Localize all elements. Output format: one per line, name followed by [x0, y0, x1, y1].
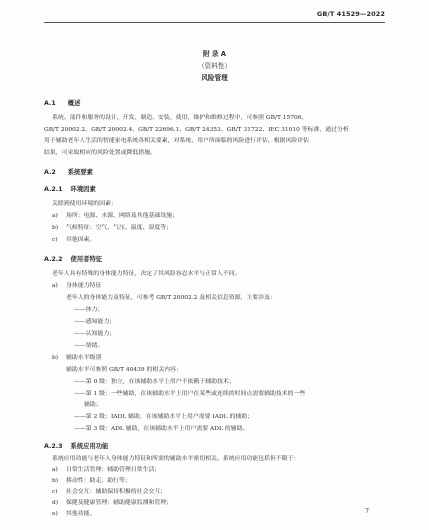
list-item: [52, 488, 166, 496]
section-number: A.2.3: [44, 443, 63, 450]
paragraph-line: 老年人具有特殊的身体能力特征，决定了其风险容忍水平与正常人不同。: [52, 271, 241, 277]
paragraph-line: 辅助水平可参照 GB/T 40439 的相关内容：: [66, 367, 182, 373]
list-item: [52, 282, 101, 290]
dash-item: ——感知能力；: [74, 319, 116, 325]
list-text: 气候特征：空气、气压、温度、湿度等；: [66, 225, 173, 231]
list-label: e): [52, 511, 58, 517]
dash-item: ——体力；: [74, 307, 104, 313]
list-item: [52, 224, 172, 232]
paragraph-line: 系统、部件和服务的设计、开发、制造、安装、使用、维护和维修过程中，可参照 GB/T 15706、: [52, 115, 308, 121]
list-label: a): [52, 283, 58, 289]
dash-item: ——认知能力；: [74, 331, 116, 337]
list-item: [52, 466, 160, 474]
section-number: A.2.2: [44, 256, 63, 263]
list-text: 身体能力特征: [66, 283, 102, 289]
dash-item-continuation: 辅助；: [84, 402, 102, 408]
list-item: [52, 236, 95, 244]
list-text: 辅助水平级别: [66, 355, 102, 361]
section-a21-heading: [44, 184, 96, 193]
list-label: a): [52, 467, 58, 473]
list-text: 其他功能。: [66, 511, 96, 517]
section-number: A.2.1: [44, 186, 63, 193]
appendix-nature: （资料性）: [198, 62, 231, 70]
paragraph-line: 系统应用功能与老年人身体能力特征和所需的辅助水平密切相关。系统应用功能包括但不限于：: [52, 456, 300, 462]
list-label: a): [52, 213, 58, 219]
list-text: 社会交互：辅助保持积极的社会交互；: [66, 489, 167, 495]
paragraph-line: 用于辅助老年人生活的智能家电系统各相关要素，对系统、用户所面临的风险进行评估，根据风险评估: [44, 138, 310, 144]
list-text: 场所：电源、水源、网络及其他基础设施；: [66, 213, 178, 219]
list-item: [52, 212, 178, 220]
list-item: [52, 477, 131, 485]
section-a22-heading: [44, 254, 102, 263]
section-title: 概述: [67, 100, 81, 107]
section-a1-heading: [44, 98, 80, 107]
list-text: 日常生活管理：辅助管理日常生活；: [66, 467, 161, 473]
header-rule: [44, 22, 385, 23]
paragraph-line: 老年人的身体能力及特征，可参考 GB/T 20002.2 及相关信息资源，主要涉及：: [66, 295, 276, 301]
appendix-title: 附 录 A: [203, 50, 226, 58]
paragraph-line: GB/T 20002.2、GB/T 20002.4、GB/T 22696.1、GB/T 24353、GB/T 31722、IEC 31010 等标准，通过分析: [44, 127, 349, 133]
section-number: A.2: [44, 169, 56, 176]
appendix-name: 风险管理: [201, 74, 228, 82]
list-label: d): [52, 500, 59, 506]
dash-item: ——情绪。: [74, 343, 104, 349]
section-a2-heading: [44, 167, 93, 176]
page-number: 7: [365, 508, 369, 515]
list-item: [52, 354, 101, 362]
section-title: 系统应用功能: [70, 443, 109, 450]
section-a23-heading: [44, 441, 108, 450]
standard-number: GB/T 41529—2022: [316, 10, 385, 18]
list-label: b): [52, 225, 59, 231]
list-label: c): [52, 237, 58, 243]
paragraph-line: 结果，可采取相应的风险处置或降低措施。: [44, 150, 156, 156]
list-item: [52, 499, 172, 507]
list-label: b): [52, 478, 59, 484]
list-item: [52, 510, 95, 518]
list-text: 移动性：助走、助行等；: [66, 478, 131, 484]
list-label: c): [52, 489, 58, 495]
list-text: 其他因素。: [66, 237, 96, 243]
list-text: 保健及健康管理：辅助健康监测和管理；: [66, 500, 173, 506]
dash-item: ——第 1 级：一些辅助，在该辅助水平上用户在某些或连续的时间点需要辅助技术的一些: [74, 391, 306, 397]
section-title: 使用者特征: [70, 256, 103, 263]
dash-item: ——第 0 级：独立，在该辅助水平上用户不依赖于辅助技术；: [74, 379, 235, 385]
dash-item: ——第 2 级：IADL 辅助，在该辅助水平上用户需要 IADL 的辅助；: [74, 414, 254, 420]
section-title: 系统要素: [67, 169, 93, 176]
section-title: 环境因素: [70, 186, 96, 193]
list-label: b): [52, 355, 59, 361]
section-number: A.1: [44, 100, 56, 107]
dash-item: ——第 3 级：ADL 辅助，在该辅助水平上用户需要 ADL 的辅助。: [74, 426, 249, 432]
paragraph-line: 关联到使用环境的因素：: [52, 201, 117, 207]
